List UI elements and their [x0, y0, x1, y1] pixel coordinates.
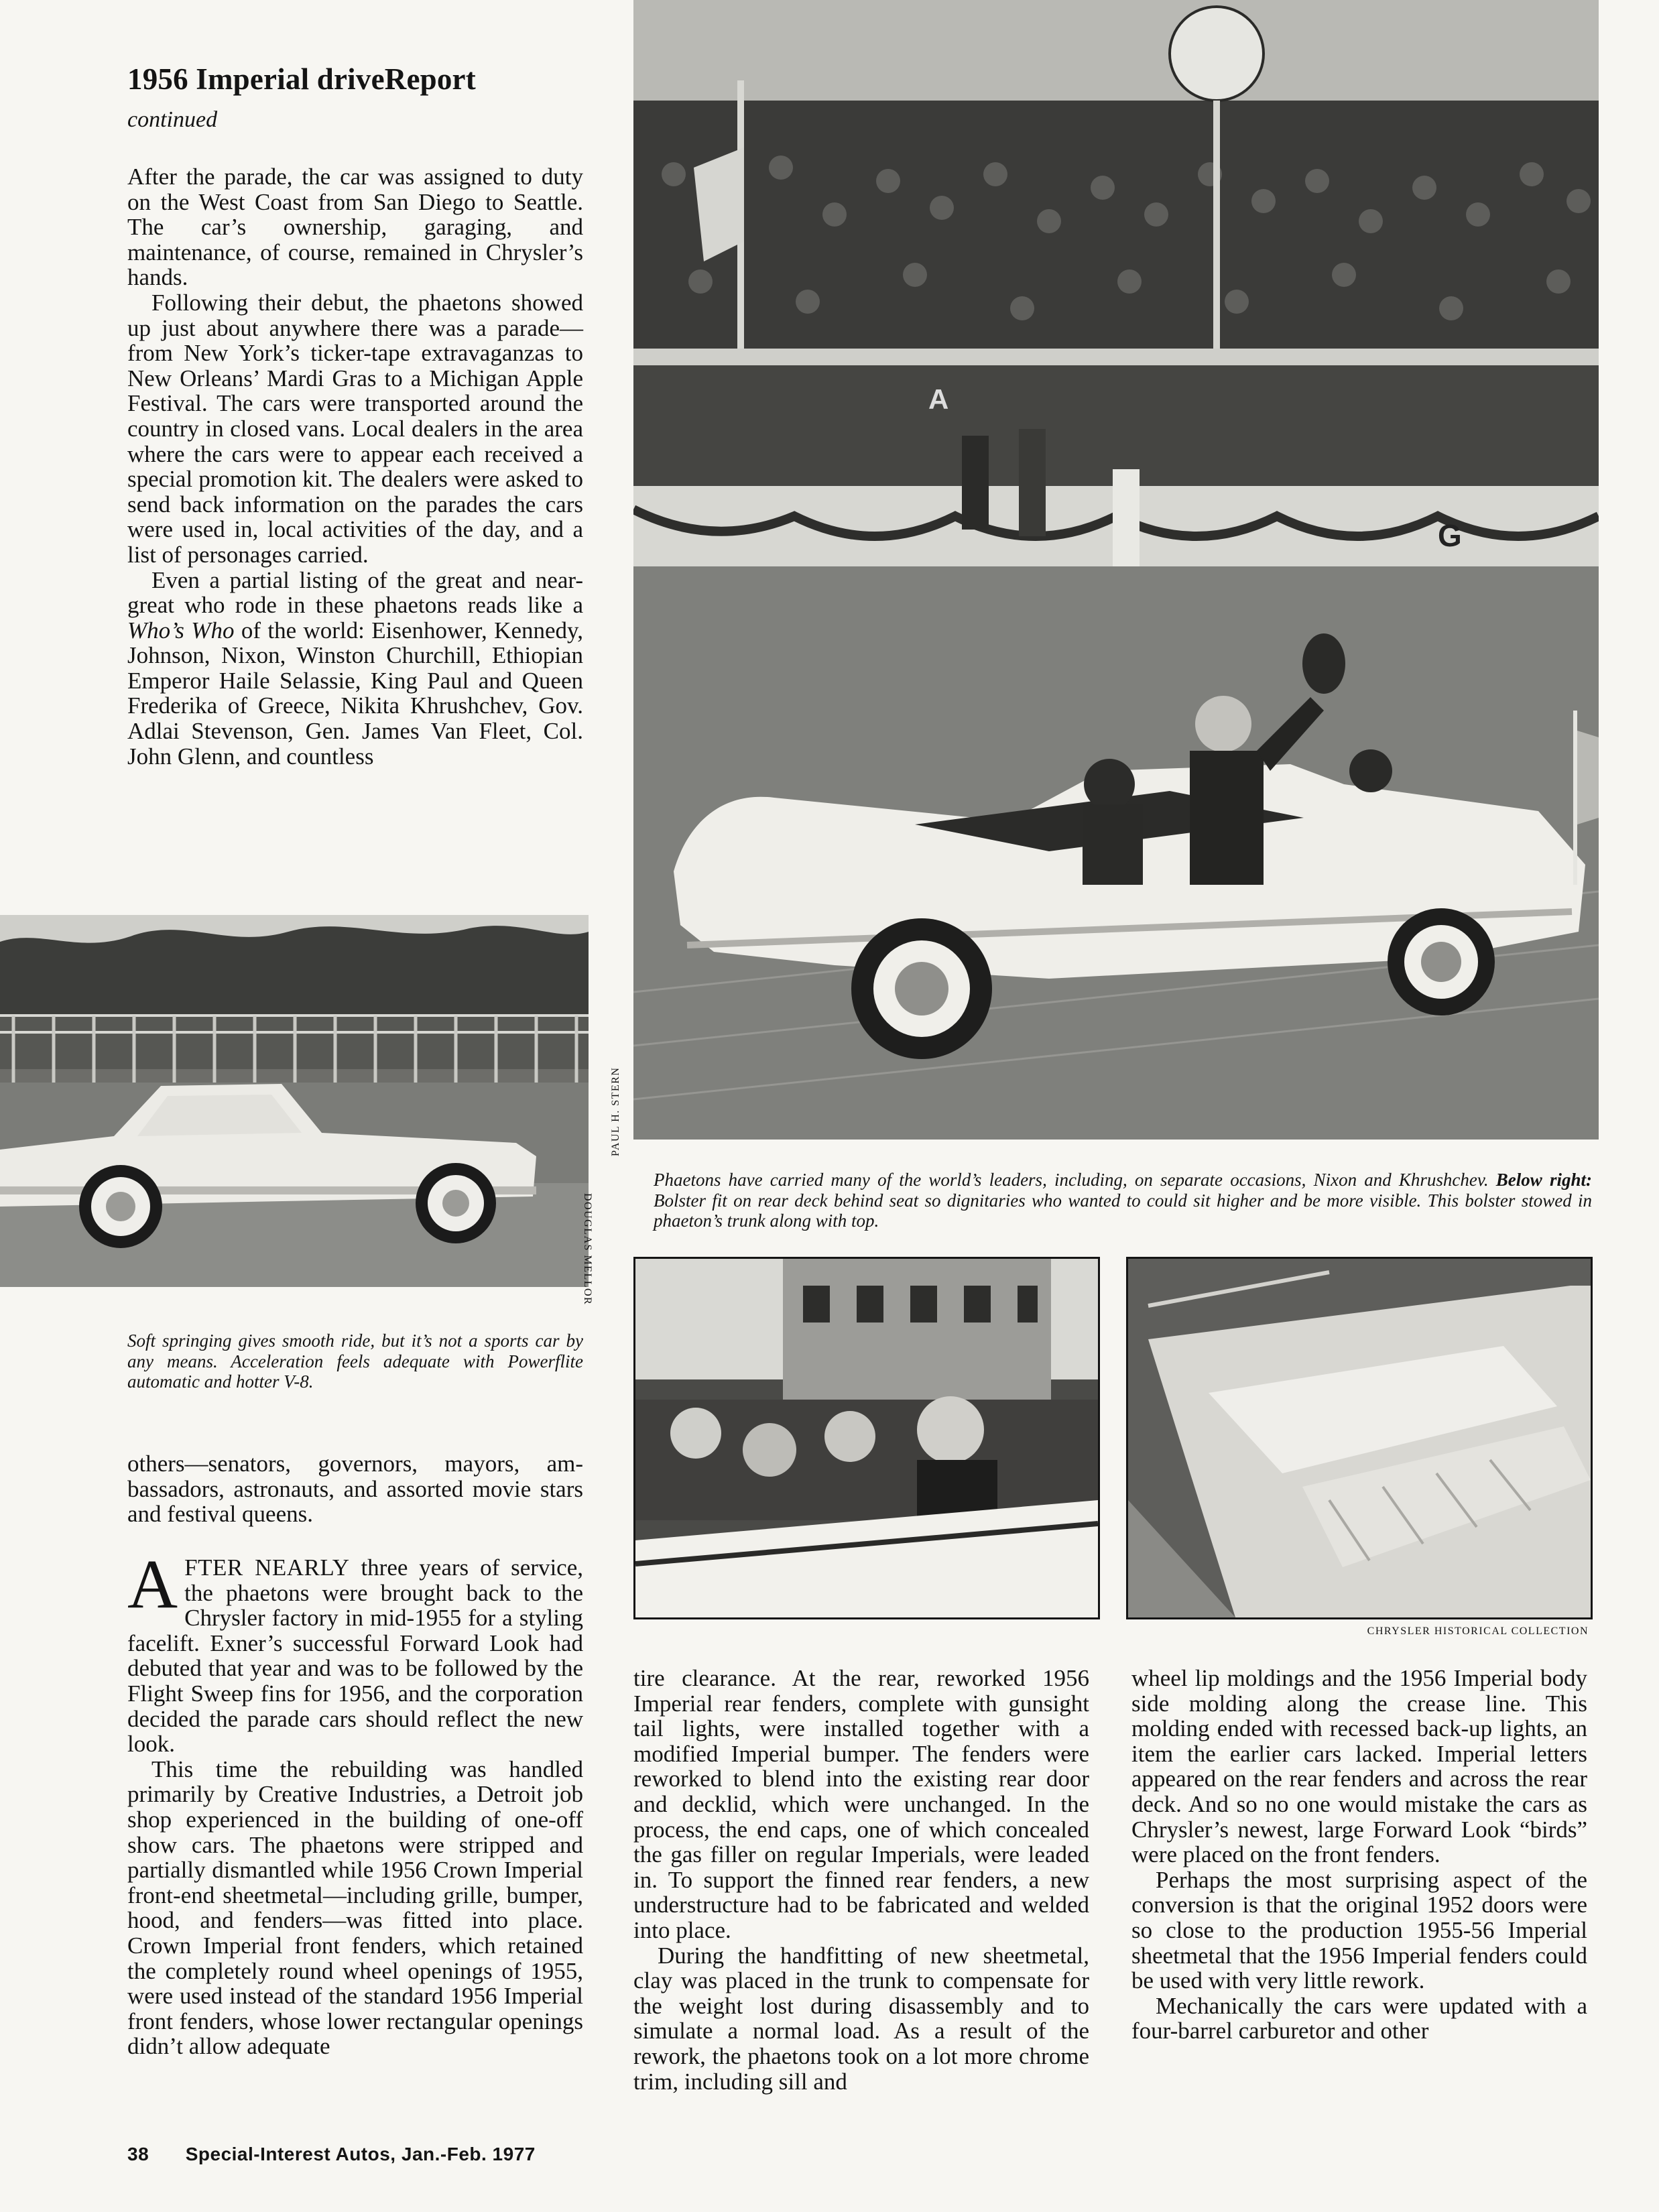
left-column-top — [127, 164, 583, 769]
photo-bolster-graphic — [1128, 1259, 1591, 1617]
photo-credit-douglas-mellor: DOUGLAS MELLOR — [582, 1193, 593, 1306]
right-column — [1131, 1666, 1587, 2044]
left-column-bottom — [127, 1451, 583, 1527]
photo-caption-main — [654, 1170, 1592, 1231]
paragraph: tire clearance. At the rear, reworked 1956 Imperial rear fenders, complete with gunsight tail lights, were installed together with a modified Imperial bumper. The fenders were reworked to blend into the existing rear door and decklid, which were unchanged. In the process, the end caps, one of which concealed the gas filler on regular Imperials, were leaded in. To support the finned rear fenders, a new understructure had to be fabricated and welded into place. — [633, 1665, 1089, 1943]
text-run: of the world: Eisenhower, Kennedy, Johnson, Nixon, Winston Churchill, Ethiopian Emperor Haile Selassie, King Paul and Queen Frederika of Greece, Nikita Khrushchev, Gov. Adlai Stevenson, Gen. James Van Fleet, Col. John Glenn, and countless — [127, 617, 583, 770]
page-footer — [127, 2144, 536, 2165]
middle-column — [633, 1666, 1089, 2094]
paragraph: others—senators, governors, mayors, ambassadors, astronauts, and assorted movie stars and festival queens. — [127, 1451, 583, 1528]
photo-crowd-graphic — [635, 1259, 1098, 1617]
paragraph: This time the rebuilding was handled primarily by Creative Industries, a Detroit job shop experienced in the building of one-off show cars. The phaetons were stripped and partially dismantled while 1956 Crown Imperial front-end sheetmetal—including grille, bumper, hood, and fenders—was fitted into place. Crown Imperial front fenders, which retained the completely round wheel openings of 1955, were used instead of the standard 1956 Imperial front fenders, whose lower rectangular openings didn’t allow adequate — [127, 1756, 583, 2060]
italic-title: Who’s Who — [127, 617, 235, 643]
paragraph: Perhaps the most surprising aspect of the conversion is that the original 1952 doors were so close to the production 1955-56 Imperial sheetmetal that the 1956 Imperial fenders could be used with very little rework. — [1131, 1866, 1587, 1994]
caption-text: Bolster fit on rear deck behind seat so dignitaries who wanted to could sit higher and be more visible. This bolster stowed in phaeton’s trunk along with top. — [654, 1190, 1592, 1231]
stand-sign-a: A — [928, 383, 949, 415]
article-title: 1956 Imperial driveReport — [127, 62, 476, 96]
text-run: Even a partial listing of the great and near-great who rode in these phaetons reads like a — [127, 566, 583, 619]
caption-bold: Below right: — [1495, 1170, 1592, 1190]
photo-car-side-view — [0, 915, 589, 1287]
paragraph: During the handfitting of new sheetmetal, clay was placed in the trunk to compensate for the weight lost during disassembly and to simulate a normal load. As a result of the rework, the phaetons took on a lot more chrome trim, including sill and — [633, 1942, 1089, 2095]
drop-cap: A — [127, 1546, 178, 1623]
paragraph — [127, 568, 583, 770]
page-number: 38 — [127, 2144, 149, 2164]
caption-text: Phaetons have carried many of the world’s leaders, including, on separate occasions, Nixon and Khrushchev. — [654, 1170, 1496, 1190]
photo-rear-seat-bolster — [1126, 1257, 1593, 1619]
text-run: three years of service, the phaetons were brought back to the Chrysler factory in mid-1955 for a styling facelift. Exner’s successful Forward Look had debuted that year and was to be followed by the Flight Sweep fins for 1956, and the corporation decided the parade cars should reflect the new look. — [127, 1554, 583, 1758]
lead-in: FTER NEARLY — [184, 1554, 350, 1581]
photo-crowd-waving — [633, 1257, 1100, 1619]
photo-caption-left: Soft springing gives smooth ride, but it’s not a sports car by any means. Acceleration feels adequate with Powerflite automatic and hotter V-8. — [127, 1331, 583, 1392]
paragraph: Mechanically the cars were updated with a four-barrel carburetor and other — [1131, 1992, 1587, 2044]
photo-credit-chrysler: CHRYSLER HISTORICAL COLLECTION — [1367, 1625, 1589, 1637]
continued-label: continued — [127, 107, 218, 132]
paragraph: After the parade, the car was assigned to duty on the West Coast from San Diego to Seattle. The car’s ownership, garaging, and maintenance, of course, remained in Chrysler’s hands. — [127, 164, 583, 291]
photo-car-side-view-graphic — [0, 915, 589, 1287]
section-two — [127, 1546, 583, 2060]
photo-credit-paul-stern: PAUL H. STERN — [610, 1066, 621, 1156]
publication-name: Special-Interest Autos, Jan.-Feb. 1977 — [185, 2144, 536, 2164]
photo-parade-graphic — [633, 0, 1599, 1140]
paragraph: Following their debut, the phaetons showed up just about anywhere there was a parade—from New York’s ticker-tape extravaganzas to New Orleans’ Mardi Gras to a Michigan Apple Festival. The cars were transported around the country in closed vans. Local dealers in the area where the cars were to appear each received a special promotion kit. The dealers were asked to send back information on the parades the cars were used in, local activities of the day, and a list of personages carried. — [127, 289, 583, 568]
paragraph: wheel lip moldings and the 1956 Imperial body side molding along the crease line. This molding ended with recessed back-up lights, an item the earlier cars lacked. Imperial letters appeared on the rear fenders and across the rear deck. And so no one would mistake the cars as Chrysler’s newest, large Forward Look “birds” were placed on the front fenders. — [1131, 1665, 1587, 1868]
stand-sign-g: G — [1438, 518, 1462, 553]
photo-parade-nixon — [633, 0, 1599, 1140]
paragraph — [127, 1546, 583, 1758]
